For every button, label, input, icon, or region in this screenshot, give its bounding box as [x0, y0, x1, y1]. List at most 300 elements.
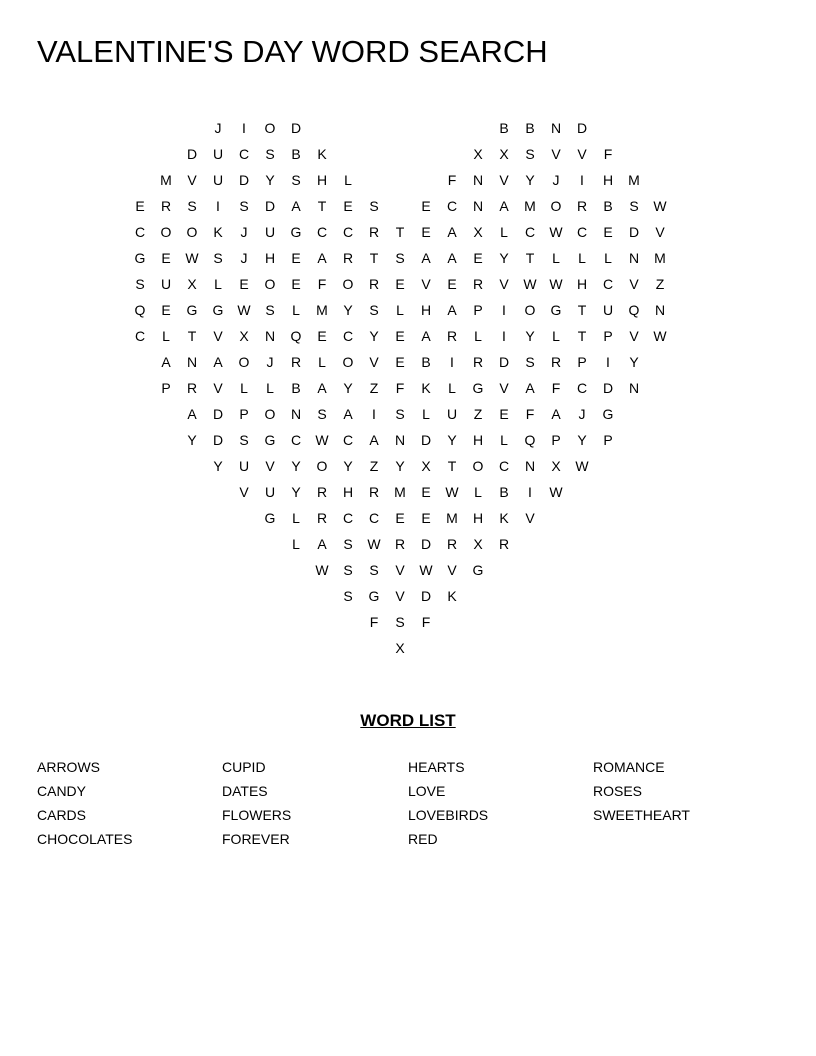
grid-letter: I: [502, 302, 506, 318]
grid-letter: Y: [525, 172, 535, 188]
grid-letter: A: [421, 250, 431, 266]
grid-letter: R: [290, 354, 302, 370]
grid-letter: I: [528, 484, 532, 500]
grid-letter: A: [447, 250, 457, 266]
grid-letter: V: [499, 172, 509, 188]
grid-letter: T: [187, 328, 197, 344]
grid-letter: K: [213, 224, 223, 240]
grid-letter: D: [290, 120, 302, 136]
grid-letter: E: [447, 276, 457, 292]
grid-letter: V: [551, 146, 561, 162]
grid-letter: N: [394, 432, 406, 448]
grid-letter: G: [472, 380, 484, 396]
grid-letter: L: [552, 250, 560, 266]
grid-letter: Y: [499, 250, 509, 266]
grid-letter: M: [654, 250, 666, 266]
grid-letter: S: [239, 198, 249, 214]
grid-letter: R: [342, 250, 354, 266]
grid-letter: A: [421, 328, 431, 344]
grid-letter: E: [395, 510, 405, 526]
word-list-item: FLOWERS: [222, 807, 292, 823]
grid-letter: V: [447, 562, 457, 578]
grid-letter: T: [447, 458, 457, 474]
grid-letter: W: [185, 250, 199, 266]
grid-letter: V: [525, 510, 535, 526]
grid-letter: O: [316, 458, 328, 474]
grid-letter: L: [240, 380, 248, 396]
grid-letter: E: [421, 510, 431, 526]
grid-letter: R: [394, 536, 406, 552]
grid-letter: T: [577, 328, 587, 344]
word-list-item: CANDY: [37, 783, 87, 799]
grid-letter: V: [213, 328, 223, 344]
grid-letter: V: [499, 380, 509, 396]
grid-letter: L: [344, 172, 352, 188]
grid-letter: E: [499, 406, 509, 422]
grid-letter: O: [342, 276, 354, 292]
grid-letter: V: [629, 328, 639, 344]
grid-letter: V: [655, 224, 665, 240]
grid-letter: C: [342, 510, 354, 526]
grid-letter: L: [448, 380, 456, 396]
grid-letter: W: [367, 536, 381, 552]
grid-letter: H: [342, 484, 354, 500]
grid-letter: Z: [655, 276, 665, 292]
grid-letter: E: [421, 198, 431, 214]
grid-letter: Q: [628, 302, 640, 318]
grid-letter: Y: [291, 484, 301, 500]
page-title: VALENTINE'S DAY WORD SEARCH: [37, 34, 548, 69]
grid-letter: B: [421, 354, 431, 370]
grid-letter: G: [134, 250, 146, 266]
grid-letter: W: [237, 302, 251, 318]
grid-letter: L: [162, 328, 170, 344]
grid-letter: Y: [291, 458, 301, 474]
word-list-item: ROMANCE: [593, 759, 665, 775]
grid-letter: C: [498, 458, 510, 474]
grid-letter: W: [315, 432, 329, 448]
grid-letter: I: [502, 328, 506, 344]
grid-letter: R: [368, 224, 380, 240]
grid-letter: A: [213, 354, 223, 370]
grid-letter: L: [604, 250, 612, 266]
grid-letter: Y: [369, 328, 379, 344]
grid-letter: L: [422, 406, 430, 422]
grid-letter: X: [499, 146, 509, 162]
grid-letter: E: [395, 328, 405, 344]
grid-letter: K: [317, 146, 327, 162]
grid-letter: X: [187, 276, 197, 292]
grid-letter: G: [212, 302, 224, 318]
grid-letter: J: [552, 172, 560, 188]
grid-letter: L: [396, 302, 404, 318]
grid-letter: P: [161, 380, 171, 396]
grid-letter: C: [342, 224, 354, 240]
grid-letter: X: [421, 458, 431, 474]
grid-letter: L: [474, 484, 482, 500]
grid-letter: D: [238, 172, 250, 188]
grid-letter: V: [187, 172, 197, 188]
grid-letter: C: [602, 276, 614, 292]
grid-letter: L: [292, 302, 300, 318]
grid-letter: L: [474, 328, 482, 344]
grid-letter: M: [628, 172, 640, 188]
grid-letter: M: [316, 302, 328, 318]
grid-letter: S: [265, 146, 275, 162]
grid-letter: J: [266, 354, 274, 370]
grid-letter: O: [186, 224, 198, 240]
grid-letter: E: [291, 250, 301, 266]
grid-letter: Y: [343, 380, 353, 396]
grid-letter: Z: [369, 380, 379, 396]
grid-letter: V: [499, 276, 509, 292]
grid-letter: X: [473, 146, 483, 162]
grid-letter: H: [472, 432, 484, 448]
grid-letter: T: [395, 224, 405, 240]
word-list-item: FOREVER: [222, 831, 290, 847]
grid-letter: L: [292, 510, 300, 526]
grid-letter: Y: [213, 458, 223, 474]
grid-letter: C: [134, 224, 146, 240]
grid-letter: O: [472, 458, 484, 474]
grid-letter: U: [212, 172, 224, 188]
grid-letter: E: [343, 198, 353, 214]
grid-letter: I: [372, 406, 376, 422]
grid-letter: C: [524, 224, 536, 240]
grid-letter: K: [499, 510, 509, 526]
grid-letter: O: [264, 120, 276, 136]
grid-letter: B: [291, 380, 301, 396]
grid-letter: M: [524, 198, 536, 214]
grid-letter: G: [290, 224, 302, 240]
grid-letter: W: [549, 276, 563, 292]
grid-letter: J: [240, 224, 248, 240]
grid-letter: O: [524, 302, 536, 318]
grid-letter: L: [214, 276, 222, 292]
grid-letter: O: [550, 198, 562, 214]
grid-letter: E: [161, 302, 171, 318]
grid-letter: T: [369, 250, 379, 266]
grid-letter: X: [239, 328, 249, 344]
grid-letter: V: [395, 562, 405, 578]
grid-letter: L: [318, 354, 326, 370]
grid-letter: E: [473, 250, 483, 266]
grid-letter: W: [445, 484, 459, 500]
grid-letter: N: [472, 198, 484, 214]
grid-letter: T: [525, 250, 535, 266]
grid-letter: S: [369, 198, 379, 214]
grid-letter: A: [525, 380, 535, 396]
grid-letter: I: [606, 354, 610, 370]
grid-letter: G: [550, 302, 562, 318]
word-list-item: SWEETHEART: [593, 807, 690, 823]
grid-letter: V: [265, 458, 275, 474]
grid-letter: W: [523, 276, 537, 292]
grid-letter: R: [446, 536, 458, 552]
grid-letter: C: [576, 224, 588, 240]
grid-letter: S: [395, 614, 405, 630]
grid-letter: D: [628, 224, 640, 240]
grid-letter: U: [238, 458, 250, 474]
grid-letter: N: [290, 406, 302, 422]
grid-letter: P: [239, 406, 249, 422]
grid-letter: D: [420, 536, 432, 552]
word-list-item: ROSES: [593, 783, 643, 799]
grid-letter: E: [395, 276, 405, 292]
grid-letter: A: [317, 250, 327, 266]
grid-letter: W: [549, 484, 563, 500]
grid-letter: P: [473, 302, 483, 318]
grid-letter: R: [576, 198, 588, 214]
grid-letter: Z: [369, 458, 379, 474]
grid-letter: S: [239, 432, 249, 448]
grid-letter: C: [342, 328, 354, 344]
grid-letter: R: [472, 354, 484, 370]
word-list-item: LOVE: [408, 783, 446, 799]
grid-letter: R: [446, 328, 458, 344]
grid-letter: A: [447, 302, 457, 318]
grid-letter: D: [420, 588, 432, 604]
grid-letter: O: [264, 406, 276, 422]
grid-letter: I: [580, 172, 584, 188]
grid-letter: S: [395, 250, 405, 266]
grid-letter: V: [369, 354, 379, 370]
grid-letter: G: [264, 432, 276, 448]
grid-letter: H: [316, 172, 328, 188]
grid-letter: C: [238, 146, 250, 162]
grid-letter: A: [369, 432, 379, 448]
grid-letter: Y: [577, 432, 587, 448]
grid-letter: S: [343, 536, 353, 552]
word-list-item: CARDS: [37, 807, 87, 823]
grid-letter: B: [525, 120, 535, 136]
grid-letter: D: [186, 146, 198, 162]
grid-letter: F: [421, 614, 431, 630]
grid-letter: O: [160, 224, 172, 240]
grid-letter: Y: [525, 328, 535, 344]
grid-letter: S: [395, 406, 405, 422]
grid-letter: E: [291, 276, 301, 292]
grid-letter: R: [160, 198, 172, 214]
grid-letter: A: [187, 406, 197, 422]
grid-letter: R: [316, 484, 328, 500]
grid-letter: R: [498, 536, 510, 552]
grid-letter: O: [342, 354, 354, 370]
grid-letter: S: [343, 562, 353, 578]
grid-letter: F: [369, 614, 379, 630]
grid-letter: P: [551, 432, 561, 448]
grid-letter: R: [316, 510, 328, 526]
word-list-title: WORD LIST: [360, 711, 456, 730]
grid-letter: I: [450, 354, 454, 370]
grid-letter: C: [576, 380, 588, 396]
grid-letter: T: [317, 198, 327, 214]
grid-letter: F: [317, 276, 327, 292]
grid-letter: S: [317, 406, 327, 422]
grid-letter: D: [576, 120, 588, 136]
grid-letter: P: [603, 432, 613, 448]
grid-letter: W: [315, 562, 329, 578]
grid-letter: A: [447, 224, 457, 240]
grid-letter: G: [368, 588, 380, 604]
word-list-item: ARROWS: [37, 759, 100, 775]
grid-letter: S: [369, 302, 379, 318]
grid-letter: B: [291, 146, 301, 162]
grid-letter: P: [603, 328, 613, 344]
grid-letter: B: [499, 484, 509, 500]
grid-letter: R: [472, 276, 484, 292]
grid-letter: E: [161, 250, 171, 266]
grid-letter: U: [212, 146, 224, 162]
grid-letter: O: [238, 354, 250, 370]
grid-letter: R: [368, 484, 380, 500]
grid-letter: C: [368, 510, 380, 526]
word-list-item: RED: [408, 831, 438, 847]
grid-letter: H: [576, 276, 588, 292]
grid-letter: N: [186, 354, 198, 370]
grid-letter: C: [342, 432, 354, 448]
grid-letter: S: [343, 588, 353, 604]
grid-letter: B: [603, 198, 613, 214]
grid-letter: S: [135, 276, 145, 292]
grid-letter: J: [214, 120, 222, 136]
grid-letter: U: [264, 224, 276, 240]
grid-letter: L: [500, 432, 508, 448]
grid-letter: X: [473, 536, 483, 552]
grid-letter: E: [603, 224, 613, 240]
grid-letter: F: [525, 406, 535, 422]
grid-letter: A: [551, 406, 561, 422]
grid-letter: C: [316, 224, 328, 240]
grid-letter: S: [525, 354, 535, 370]
grid-letter: Q: [524, 432, 536, 448]
grid-letter: C: [446, 198, 458, 214]
grid-letter: A: [161, 354, 171, 370]
grid-letter: V: [395, 588, 405, 604]
grid-letter: S: [525, 146, 535, 162]
grid-letter: C: [290, 432, 302, 448]
grid-letter: V: [213, 380, 223, 396]
grid-letter: W: [653, 198, 667, 214]
grid-letter: W: [575, 458, 589, 474]
grid-letter: Y: [629, 354, 639, 370]
grid-letter: V: [629, 276, 639, 292]
grid-letter: Y: [343, 302, 353, 318]
grid-letter: A: [499, 198, 509, 214]
grid-letter: D: [264, 198, 276, 214]
grid-letter: A: [343, 406, 353, 422]
grid-letter: M: [160, 172, 172, 188]
grid-letter: S: [291, 172, 301, 188]
grid-letter: R: [186, 380, 198, 396]
grid-letter: S: [187, 198, 197, 214]
grid-letter: E: [239, 276, 249, 292]
grid-letter: V: [239, 484, 249, 500]
grid-letter: E: [135, 198, 145, 214]
grid-letter: J: [240, 250, 248, 266]
grid-letter: A: [317, 536, 327, 552]
grid-letter: W: [419, 562, 433, 578]
grid-letter: K: [421, 380, 431, 396]
grid-letter: X: [395, 640, 405, 656]
grid-letter: N: [264, 328, 276, 344]
grid-letter: N: [550, 120, 562, 136]
grid-letter: S: [213, 250, 223, 266]
grid-letter: H: [472, 510, 484, 526]
word-list-item: LOVEBIRDS: [408, 807, 489, 823]
grid-letter: L: [500, 224, 508, 240]
grid-letter: A: [291, 198, 301, 214]
grid-letter: S: [369, 562, 379, 578]
grid-letter: R: [550, 354, 562, 370]
grid-letter: E: [395, 354, 405, 370]
grid-letter: N: [524, 458, 536, 474]
grid-letter: G: [186, 302, 198, 318]
grid-letter: K: [447, 588, 457, 604]
grid-letter: M: [446, 510, 458, 526]
grid-letter: H: [420, 302, 432, 318]
grid-letter: O: [264, 276, 276, 292]
grid-letter: V: [421, 276, 431, 292]
grid-letter: D: [602, 380, 614, 396]
grid-letter: D: [498, 354, 510, 370]
grid-letter: S: [265, 302, 275, 318]
grid-letter: L: [266, 380, 274, 396]
grid-letter: I: [242, 120, 246, 136]
word-list-item: DATES: [222, 783, 268, 799]
grid-letter: C: [134, 328, 146, 344]
grid-letter: W: [549, 224, 563, 240]
grid-letter: V: [577, 146, 587, 162]
grid-letter: U: [602, 302, 614, 318]
grid-letter: R: [368, 276, 380, 292]
grid-letter: J: [578, 406, 586, 422]
grid-letter: G: [472, 562, 484, 578]
grid-letter: H: [264, 250, 276, 266]
grid-letter: E: [421, 484, 431, 500]
grid-letter: E: [421, 224, 431, 240]
grid-letter: Z: [473, 406, 483, 422]
grid-letter: B: [499, 120, 509, 136]
grid-letter: D: [212, 406, 224, 422]
grid-letter: G: [602, 406, 614, 422]
grid-letter: P: [577, 354, 587, 370]
grid-letter: F: [447, 172, 457, 188]
grid-letter: M: [394, 484, 406, 500]
grid-letter: F: [551, 380, 561, 396]
grid-letter: E: [317, 328, 327, 344]
grid-letter: Y: [395, 458, 405, 474]
word-list-item: HEARTS: [408, 759, 465, 775]
grid-letter: N: [628, 250, 640, 266]
grid-letter: W: [653, 328, 667, 344]
grid-letter: Y: [447, 432, 457, 448]
grid-letter: N: [654, 302, 666, 318]
grid-letter: S: [629, 198, 639, 214]
grid-letter: D: [212, 432, 224, 448]
grid-letter: U: [160, 276, 172, 292]
grid-letter: U: [446, 406, 458, 422]
grid-letter: N: [472, 172, 484, 188]
grid-letter: G: [264, 510, 276, 526]
grid-letter: Y: [343, 458, 353, 474]
grid-letter: D: [420, 432, 432, 448]
grid-letter: X: [473, 224, 483, 240]
grid-letter: I: [216, 198, 220, 214]
word-list-item: CHOCOLATES: [37, 831, 133, 847]
grid-letter: F: [603, 146, 613, 162]
grid-letter: F: [395, 380, 405, 396]
